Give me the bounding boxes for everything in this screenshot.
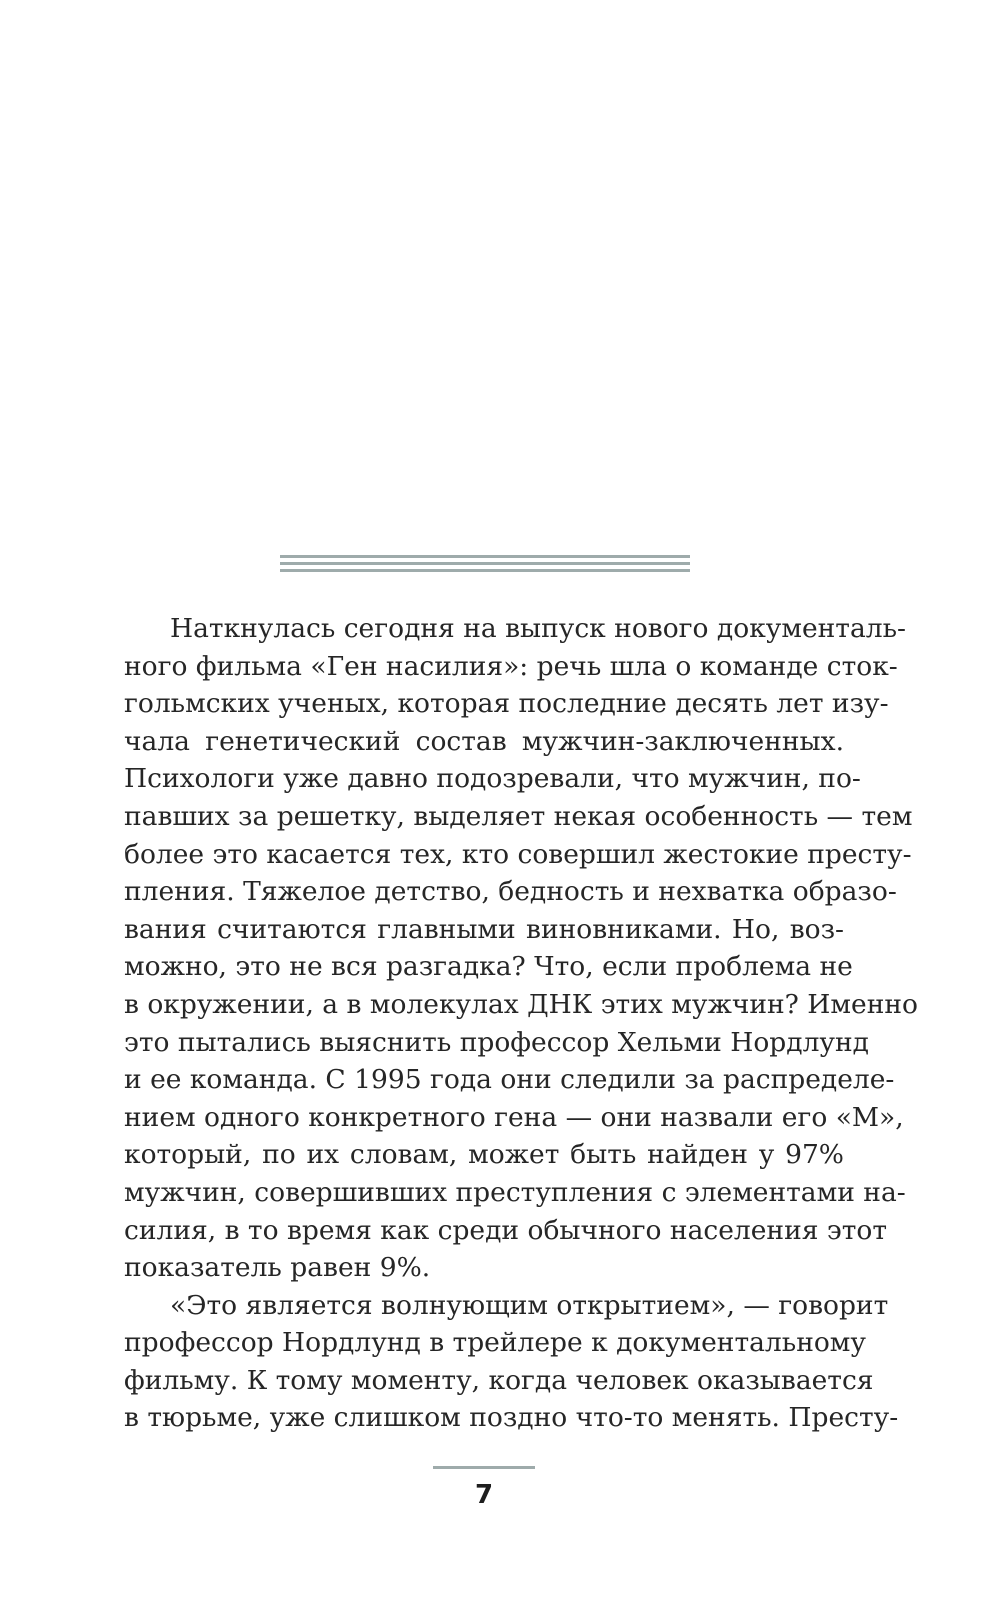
- text-line: чала генетический состав мужчин-заключенных.: [124, 725, 844, 757]
- divider-line: [280, 569, 690, 572]
- text-line: в тюрьме, уже слишком поздно что-то менять. Престу-: [124, 1402, 899, 1434]
- divider-line: [280, 562, 690, 565]
- section-divider: [280, 555, 690, 575]
- page-number: 7: [474, 1480, 494, 1510]
- text-line: профессор Нордлунд в трейлере к документальному: [124, 1327, 867, 1359]
- text-line: силия, в то время как среди обычного населения этот: [124, 1214, 887, 1246]
- text-line: который, по их словам, может быть найден у 97%: [124, 1139, 844, 1171]
- text-line: Психологи уже давно подозревали, что мужчин, по-: [124, 763, 861, 795]
- divider-line: [280, 555, 690, 558]
- text-line: это пытались выяснить профессор Хельми Нордлунд: [124, 1026, 869, 1058]
- text-line: вания считаются главными виновниками. Но, воз-: [124, 913, 844, 945]
- text-line: можно, это не вся разгадка? Что, если проблема не: [124, 951, 853, 983]
- text-line: павших за решетку, выделяет некая особенность — тем: [124, 800, 913, 832]
- text-line: «Это является волнующим открытием», — говорит: [170, 1289, 889, 1321]
- body-text: [124, 610, 918, 1437]
- text-line: ного фильма «Ген насилия»: речь шла о команде сток-: [124, 650, 898, 682]
- folio-rule: [433, 1466, 535, 1469]
- text-line: мужчин, совершивших преступления с элементами на-: [124, 1176, 906, 1208]
- text-line: показатель равен 9%.: [124, 1252, 431, 1284]
- text-line: в окружении, а в молекулах ДНК этих мужчин? Именно: [124, 988, 918, 1020]
- text-line: фильму. К тому моменту, когда человек оказывается: [124, 1364, 874, 1396]
- text-line: нием одного конкретного гена — они назвали его «М»,: [124, 1101, 904, 1133]
- text-line: и ее команда. С 1995 года они следили за распределе-: [124, 1064, 895, 1096]
- text-line: пления. Тяжелое детство, бедность и нехватка образо-: [124, 876, 897, 908]
- text-line: более это касается тех, кто совершил жестокие престу-: [124, 838, 912, 870]
- text-line: Наткнулась сегодня на выпуск нового документаль-: [170, 613, 906, 644]
- text-line: гольмских ученых, которая последние десять лет изу-: [124, 688, 889, 720]
